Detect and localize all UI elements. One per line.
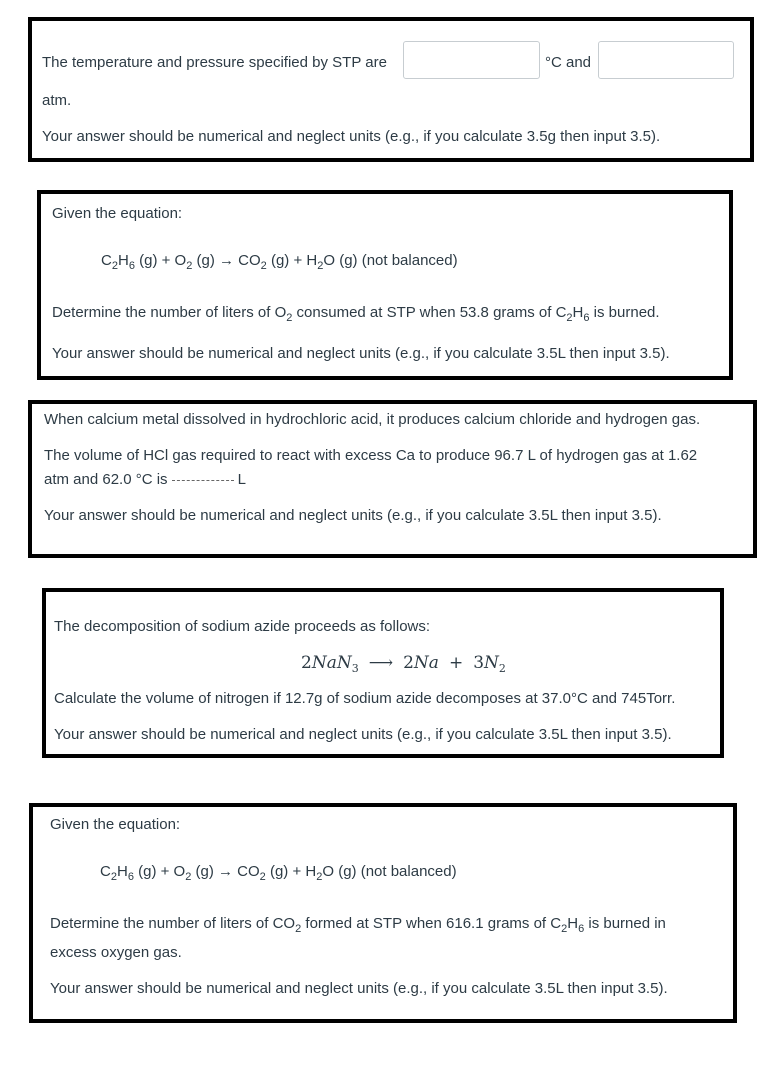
q1-unit-atm: atm. — [42, 92, 72, 109]
q1-unit-celsius: °C and — [545, 54, 592, 71]
q5-question-line2: excess oxygen gas. — [50, 944, 182, 961]
question-hcl-volume — [28, 400, 757, 558]
q3-line3: atm and 62.0 °C is L — [44, 471, 246, 488]
question-sodium-azide — [42, 588, 724, 758]
q2-intro: Given the equation: — [52, 205, 183, 222]
answer-blank — [172, 480, 234, 481]
q2-question: Determine the number of liters of $O_2$ consumed at STP when 53.8 grams of $C_2H_6$ is burned. — [52, 304, 660, 324]
q4-calc: Calculate the volume of nitrogen if 12.7g of sodium azide decomposes at 37.0°C and 745Torr. — [54, 690, 676, 707]
q2-equation: $C_2H_6$ $(g) + O_2$ $(g) \to CO_2$ $(g) + H_2O$ (g) (not balanced) — [101, 252, 458, 272]
temperature-input[interactable] — [403, 41, 540, 79]
q4-equation: 2NaN$_3$ ⟶ $2Na + 3N_2$ — [301, 653, 506, 675]
q2-note: Your answer should be numerical and neglect units (e.g., if you calculate 3.5L then input 3.5). — [52, 345, 670, 362]
pressure-input[interactable] — [598, 41, 734, 79]
q5-note: Your answer should be numerical and neglect units (e.g., if you calculate 3.5L then input 3.5). — [50, 980, 668, 997]
q3-line1: When calcium metal dissolved in hydrochloric acid, it produces calcium chloride and hydrogen gas. — [44, 411, 701, 428]
q4-note: Your answer should be numerical and neglect units (e.g., if you calculate 3.5L then input 3.5). — [54, 726, 672, 743]
q5-question: Determine the number of liters of $CO_2$ formed at STP when 616.1 grams of $C_2H_6$ is burned in — [50, 915, 666, 935]
q3-line2: The volume of HCl gas required to react with excess Ca to produce 96.7 L of hydrogen gas at 1.62 — [44, 447, 698, 464]
q1-note: Your answer should be numerical and neglect units (e.g., if you calculate 3.5g then input 3.5). — [42, 128, 661, 145]
q5-intro: Given the equation: — [50, 816, 181, 833]
q5-equation: $C_2H_6$ $(g) + O_2$ $(g) \to CO_2$ $(g) + H_2O$ (g) (not balanced) — [100, 863, 457, 883]
question-o2-consumed — [37, 190, 733, 380]
q3-note: Your answer should be numerical and neglect units (e.g., if you calculate 3.5L then input 3.5). — [44, 507, 662, 524]
q4-intro: The decomposition of sodium azide proceeds as follows: — [54, 618, 431, 635]
question-stp — [28, 17, 754, 162]
question-co2-formed — [29, 803, 737, 1023]
q1-line1: The temperature and pressure specified by STP are — [42, 54, 387, 71]
